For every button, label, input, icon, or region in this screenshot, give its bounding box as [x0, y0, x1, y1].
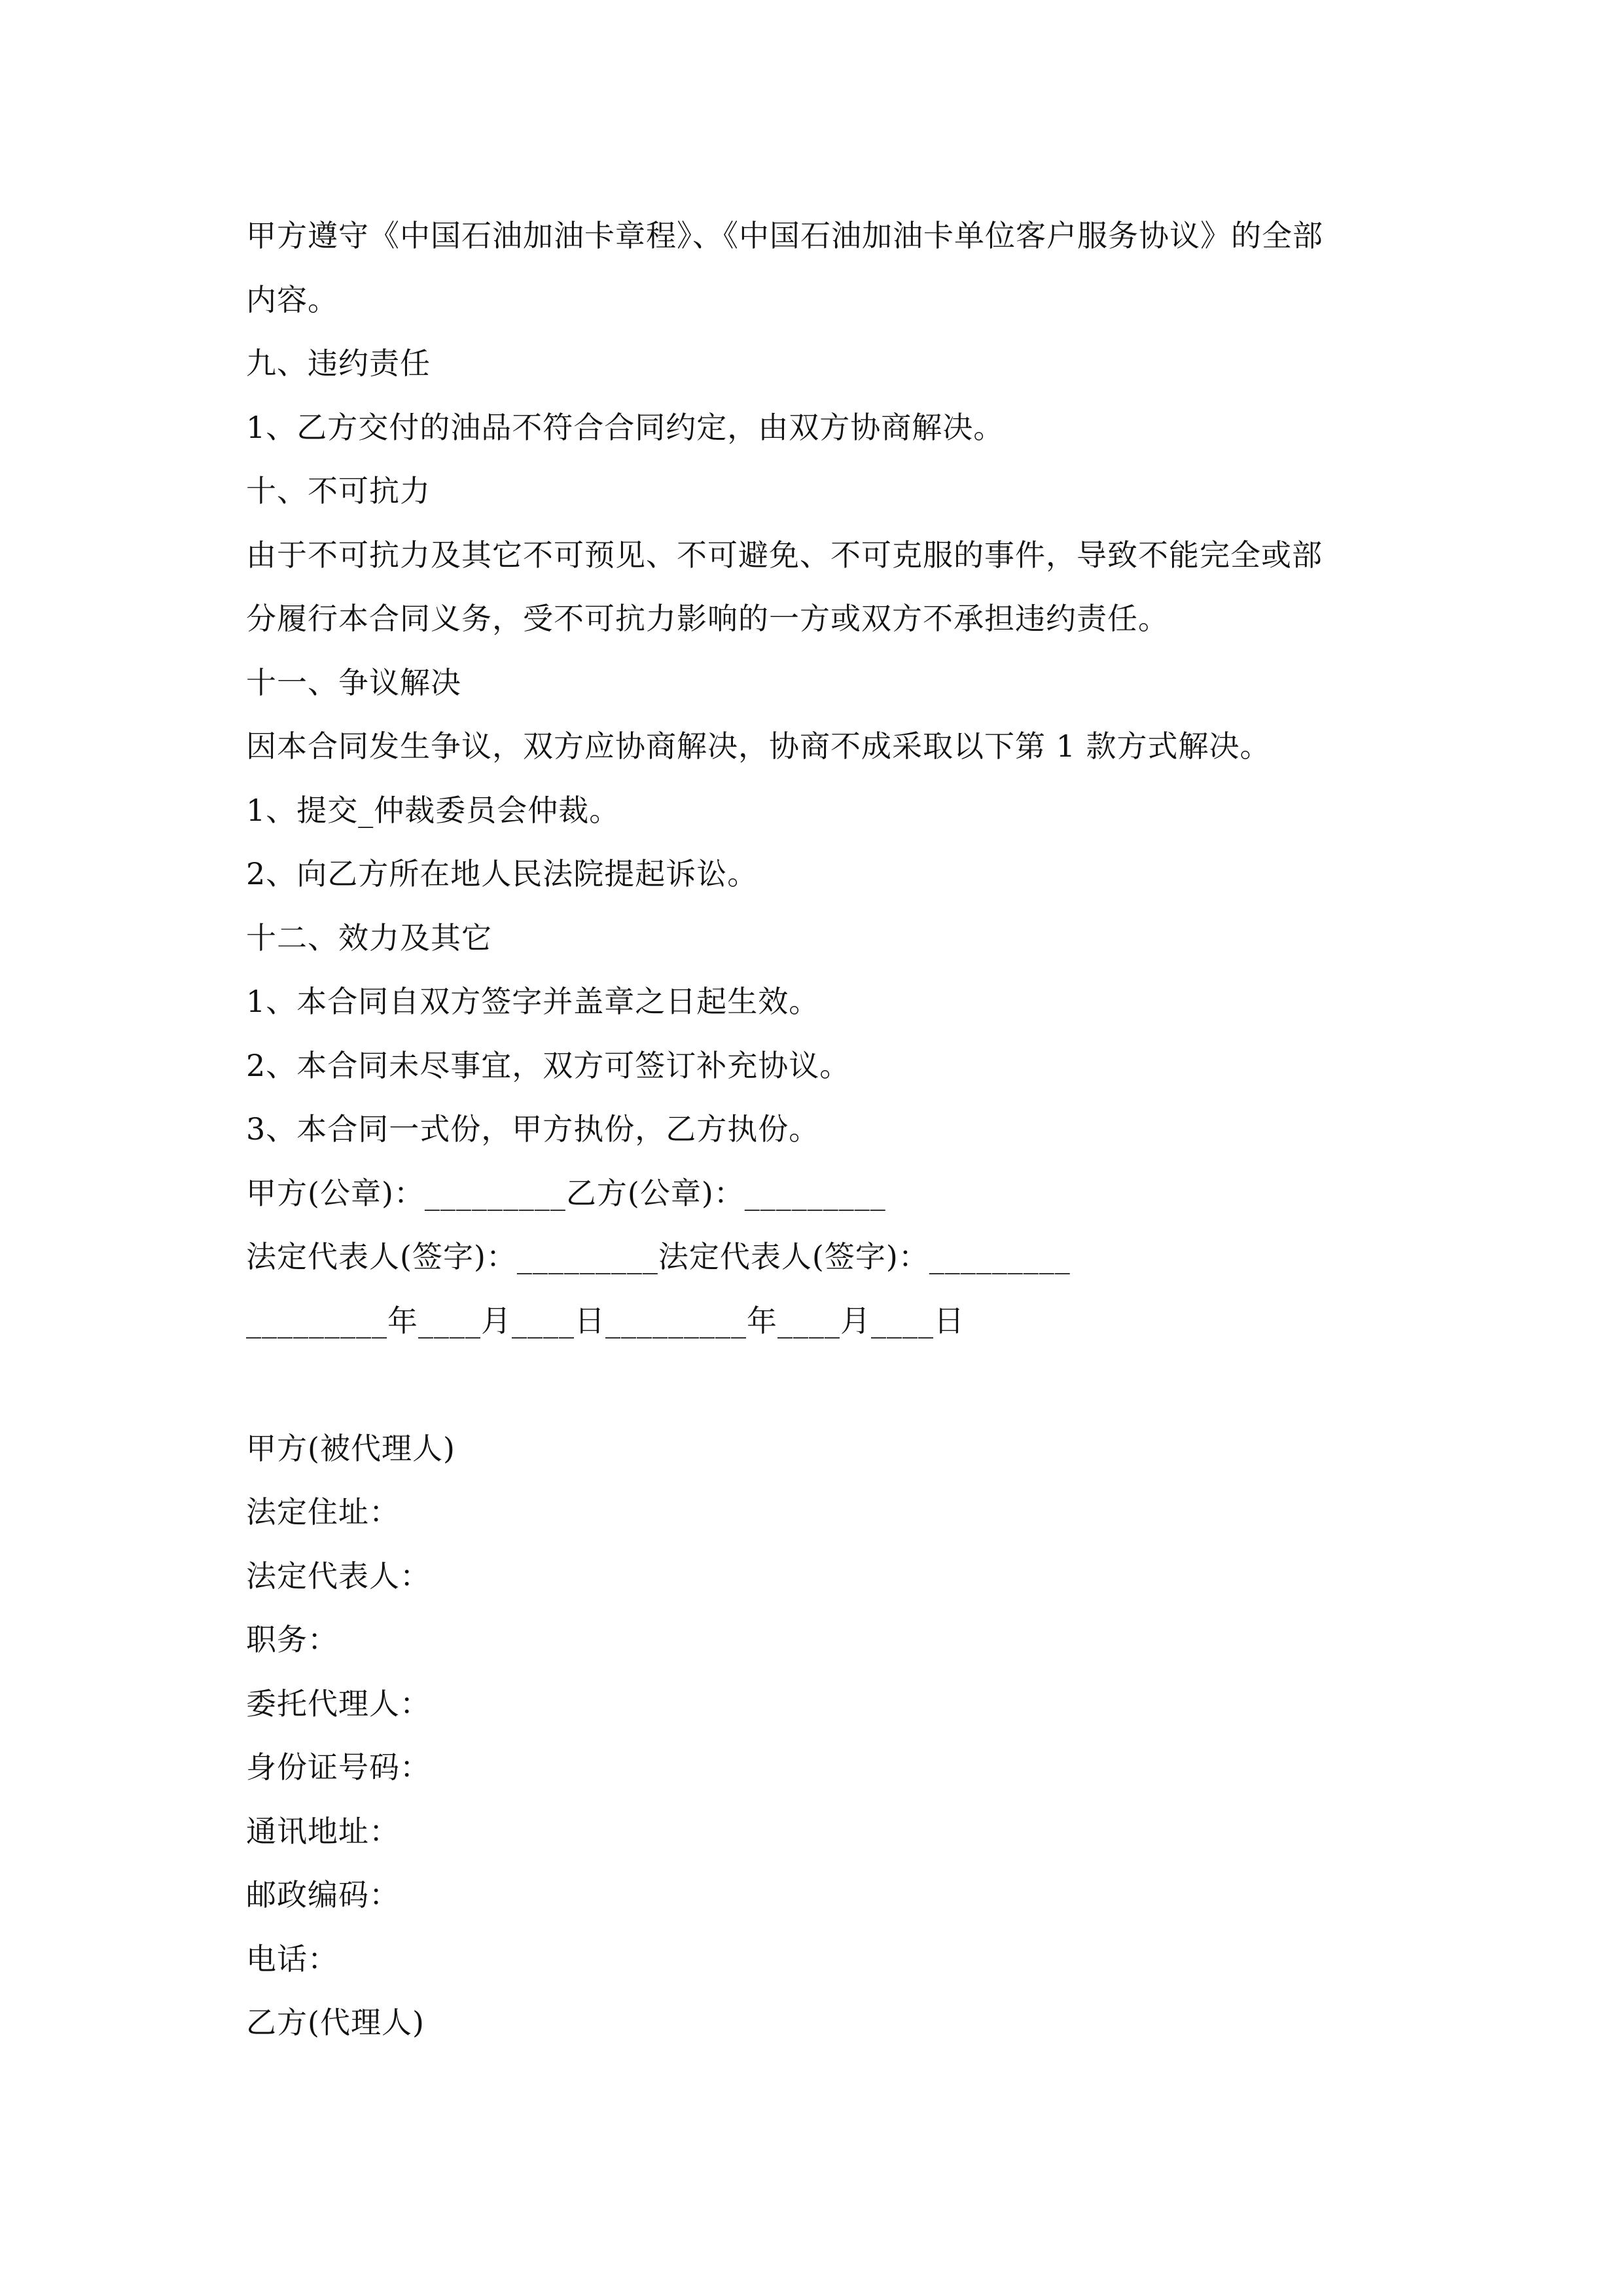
section-heading-breach: 九、违约责任: [246, 346, 431, 381]
document-body: [246, 204, 1385, 2055]
force-majeure-text-line-1: 由于不可抗力及其它不可预见、不可避免、不可克服的事件，导致不能完全或部: [246, 537, 1323, 573]
section-heading-effect: 十二、效力及其它: [246, 920, 492, 956]
postal-code-label: 邮政编码：: [246, 1877, 400, 1912]
legal-address-label: 法定住址：: [246, 1494, 400, 1530]
dispute-text: 因本合同发生争议，双方应协商解决，协商不成采取以下第 1 款方式解决。: [246, 728, 1271, 764]
breach-item-1: 1、乙方交付的油品不符合合同约定，由双方协商解决。: [246, 409, 1005, 445]
clause-8-text-line-1: 甲方遵守《中国石油加油卡章程》、《中国石油加油卡单位客户服务协议》的全部: [246, 218, 1323, 253]
date-line: _________年____月____日_________年____月____日: [246, 1302, 965, 1338]
seal-line: 甲方(公章)：_________乙方(公章)：_________: [246, 1175, 886, 1211]
effect-item-1: 1、本合同自双方签字并盖章之日起生效。: [246, 984, 820, 1019]
force-majeure-text-line-2: 分履行本合同义务，受不可抗力影响的一方或双方不承担违约责任。: [246, 601, 1169, 636]
effect-item-3: 3、本合同一式份，甲方执份，乙方执份。: [246, 1111, 820, 1147]
dispute-item-1: 1、提交_仲裁委员会仲裁。: [246, 792, 620, 828]
effect-item-2: 2、本合同未尽事宜，双方可签订补充协议。: [246, 1047, 851, 1083]
position-label: 职务：: [246, 1622, 338, 1657]
section-heading-force-majeure: 十、不可抗力: [246, 473, 431, 509]
mailing-address-label: 通讯地址：: [246, 1813, 400, 1849]
signature-line: 法定代表人(签字)：_________法定代表人(签字)：_________: [246, 1239, 1071, 1274]
blank-line: [246, 1353, 1385, 1417]
id-number-label: 身份证号码：: [246, 1749, 431, 1785]
clause-8-text-line-2: 内容。: [246, 281, 338, 317]
agent-label: 委托代理人：: [246, 1685, 431, 1721]
party-b-heading: 乙方(代理人): [246, 2005, 425, 2040]
party-a-heading: 甲方(被代理人): [246, 1430, 455, 1466]
phone-label: 电话：: [246, 1941, 338, 1977]
legal-representative-label: 法定代表人：: [246, 1558, 431, 1594]
dispute-item-2: 2、向乙方所在地人民法院提起诉讼。: [246, 856, 758, 891]
section-heading-dispute: 十一、争议解决: [246, 664, 461, 700]
